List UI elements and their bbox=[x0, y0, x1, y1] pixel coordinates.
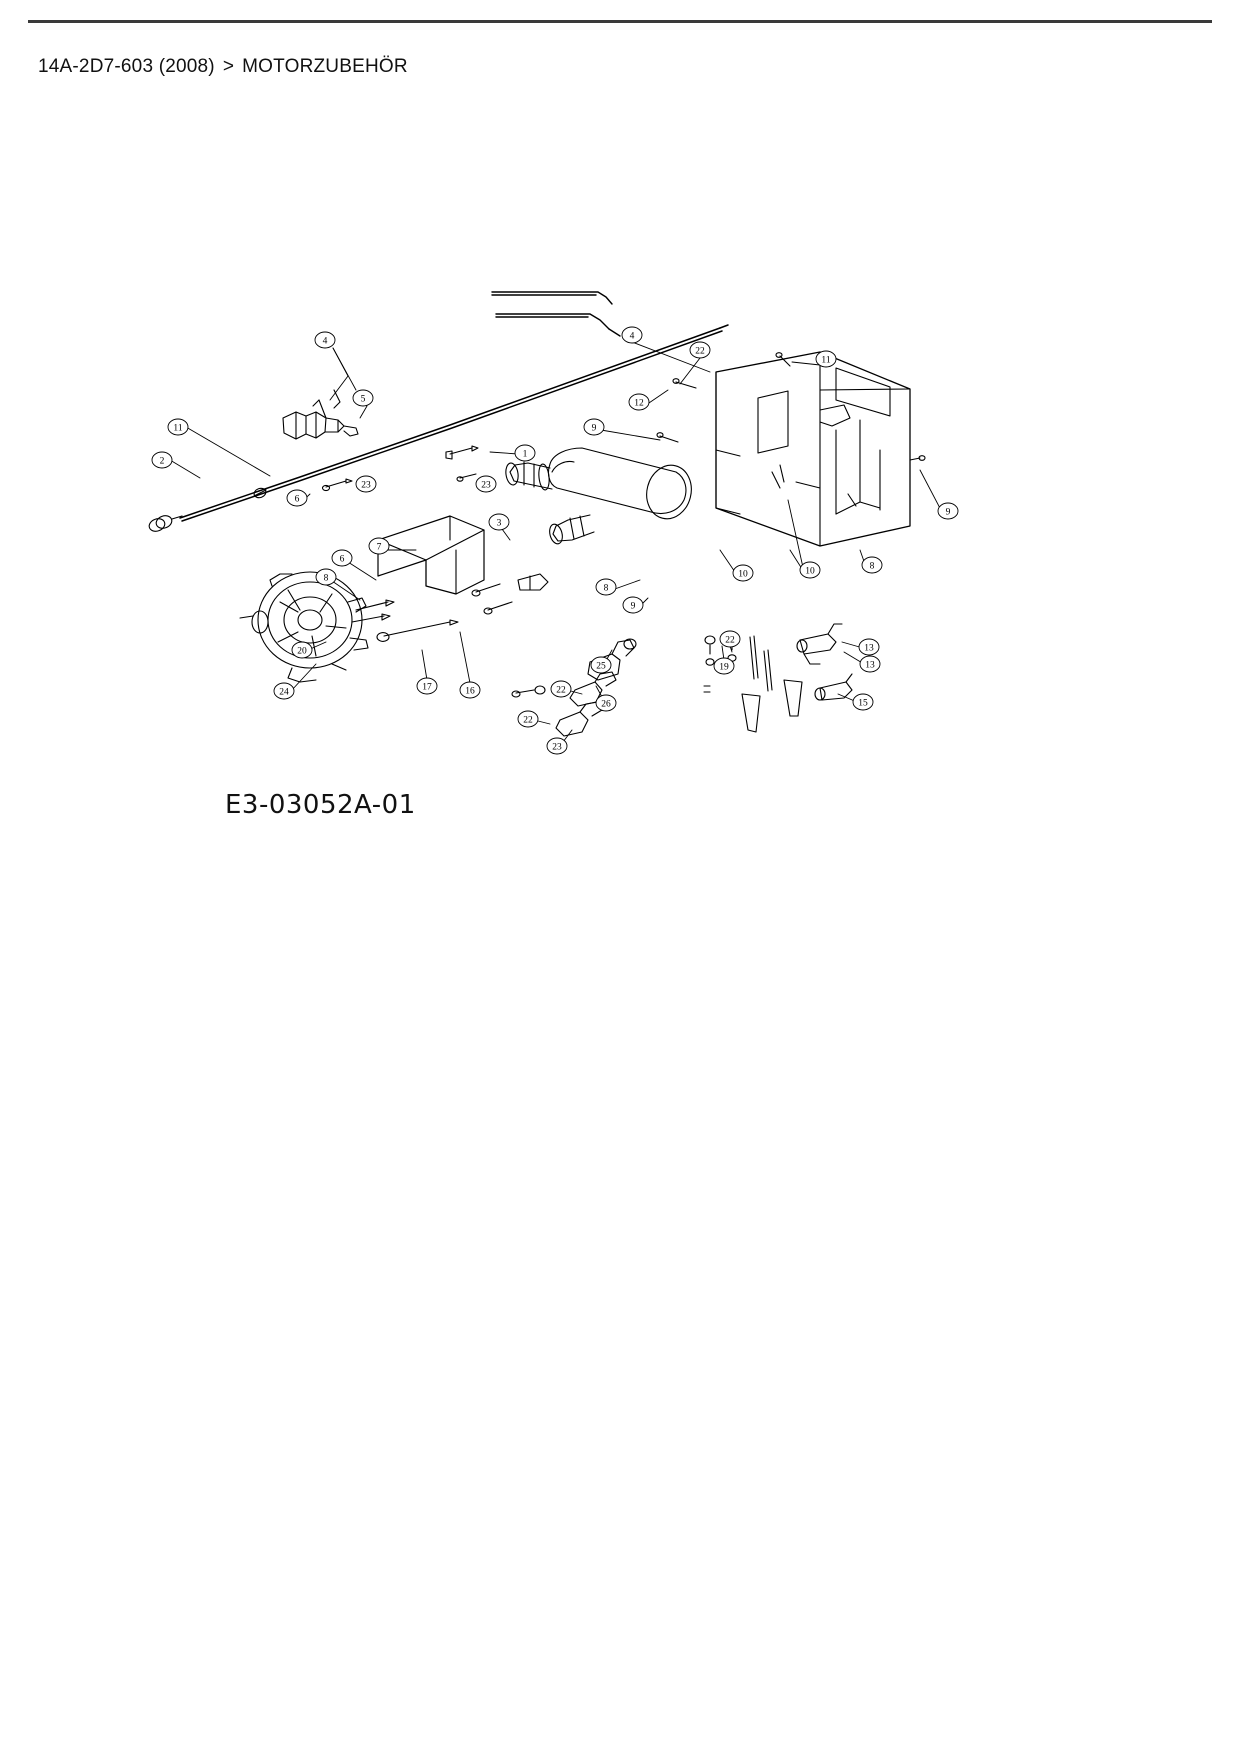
callout bbox=[714, 658, 734, 674]
svg-text:9: 9 bbox=[630, 601, 636, 612]
callout bbox=[853, 694, 873, 710]
svg-text:11: 11 bbox=[173, 423, 183, 434]
callout bbox=[690, 342, 710, 358]
callout bbox=[356, 476, 376, 492]
figure-code: E3-03052A-01 bbox=[225, 790, 416, 820]
callout bbox=[596, 695, 616, 711]
throttle-link bbox=[377, 620, 458, 641]
svg-text:20: 20 bbox=[297, 646, 307, 657]
parts-diagram bbox=[120, 250, 1000, 870]
svg-text:4: 4 bbox=[629, 331, 635, 342]
svg-text:6: 6 bbox=[294, 494, 300, 505]
svg-text:11: 11 bbox=[821, 355, 831, 366]
callout bbox=[860, 656, 880, 672]
svg-text:13: 13 bbox=[864, 643, 874, 654]
callout bbox=[518, 711, 538, 727]
svg-text:2: 2 bbox=[159, 456, 165, 467]
callout bbox=[315, 332, 335, 348]
callout bbox=[591, 657, 611, 673]
callout bbox=[816, 351, 836, 367]
callout bbox=[938, 503, 958, 519]
callout bbox=[316, 569, 336, 585]
svg-text:9: 9 bbox=[945, 507, 951, 518]
pin-6 bbox=[323, 479, 353, 491]
callout bbox=[584, 419, 604, 435]
svg-text:8: 8 bbox=[603, 583, 609, 594]
svg-text:5: 5 bbox=[360, 394, 366, 405]
bolt-1 bbox=[446, 446, 478, 459]
svg-text:22: 22 bbox=[523, 715, 533, 726]
svg-text:9: 9 bbox=[591, 423, 597, 434]
svg-text:1: 1 bbox=[522, 449, 528, 460]
callout bbox=[369, 538, 389, 554]
svg-text:22: 22 bbox=[725, 635, 735, 646]
svg-text:23: 23 bbox=[552, 742, 562, 753]
breadcrumb-separator: > bbox=[222, 56, 235, 77]
callout bbox=[720, 631, 740, 647]
svg-text:23: 23 bbox=[361, 480, 371, 491]
svg-text:17: 17 bbox=[422, 682, 432, 693]
callout bbox=[332, 550, 352, 566]
callout bbox=[417, 678, 437, 694]
svg-text:7: 7 bbox=[376, 542, 382, 553]
callout bbox=[353, 390, 373, 406]
callout bbox=[476, 476, 496, 492]
heat-shield bbox=[716, 352, 910, 546]
svg-text:25: 25 bbox=[596, 661, 606, 672]
svg-text:10: 10 bbox=[738, 569, 748, 580]
muffler bbox=[505, 448, 697, 545]
callout bbox=[168, 419, 188, 435]
breadcrumb-section: MOTORZUBEHÖR bbox=[242, 56, 408, 77]
flywheel-assembly bbox=[240, 572, 394, 682]
callout bbox=[596, 579, 616, 595]
callout bbox=[862, 557, 882, 573]
callout bbox=[292, 642, 312, 658]
control-rod-group bbox=[492, 292, 620, 336]
callout bbox=[547, 738, 567, 754]
callout bbox=[629, 394, 649, 410]
svg-text:6: 6 bbox=[339, 554, 345, 565]
callout bbox=[733, 565, 753, 581]
svg-text:19: 19 bbox=[719, 662, 729, 673]
callout bbox=[800, 562, 820, 578]
callout bbox=[859, 639, 879, 655]
rod-end-bushing bbox=[147, 514, 182, 534]
callout bbox=[489, 514, 509, 530]
callout bbox=[152, 452, 172, 468]
bolt-23 bbox=[457, 474, 476, 481]
breadcrumb-model: 14A-2D7-603 (2008) bbox=[38, 56, 215, 77]
callout bbox=[551, 681, 571, 697]
svg-text:15: 15 bbox=[858, 698, 868, 709]
svg-text:8: 8 bbox=[869, 561, 875, 572]
svg-text:13: 13 bbox=[865, 660, 875, 671]
svg-text:26: 26 bbox=[601, 699, 611, 710]
svg-text:4: 4 bbox=[322, 336, 328, 347]
svg-text:16: 16 bbox=[465, 686, 475, 697]
header-divider bbox=[28, 20, 1212, 23]
svg-text:22: 22 bbox=[556, 685, 566, 696]
callout bbox=[515, 445, 535, 461]
callout bbox=[622, 327, 642, 343]
svg-text:23: 23 bbox=[481, 480, 491, 491]
parts-diagram-svg bbox=[120, 250, 1000, 870]
svg-text:3: 3 bbox=[496, 518, 502, 529]
svg-text:8: 8 bbox=[323, 573, 329, 584]
breadcrumb bbox=[38, 56, 408, 78]
callout bbox=[274, 683, 294, 699]
mount-plate bbox=[378, 516, 484, 594]
svg-text:22: 22 bbox=[695, 346, 705, 357]
callout bbox=[287, 490, 307, 506]
callout bbox=[460, 682, 480, 698]
svg-text:10: 10 bbox=[805, 566, 815, 577]
shield-screws bbox=[657, 353, 925, 506]
lever-assembly bbox=[283, 390, 358, 439]
svg-text:12: 12 bbox=[634, 398, 644, 409]
svg-text:24: 24 bbox=[279, 687, 289, 698]
callout bbox=[623, 597, 643, 613]
